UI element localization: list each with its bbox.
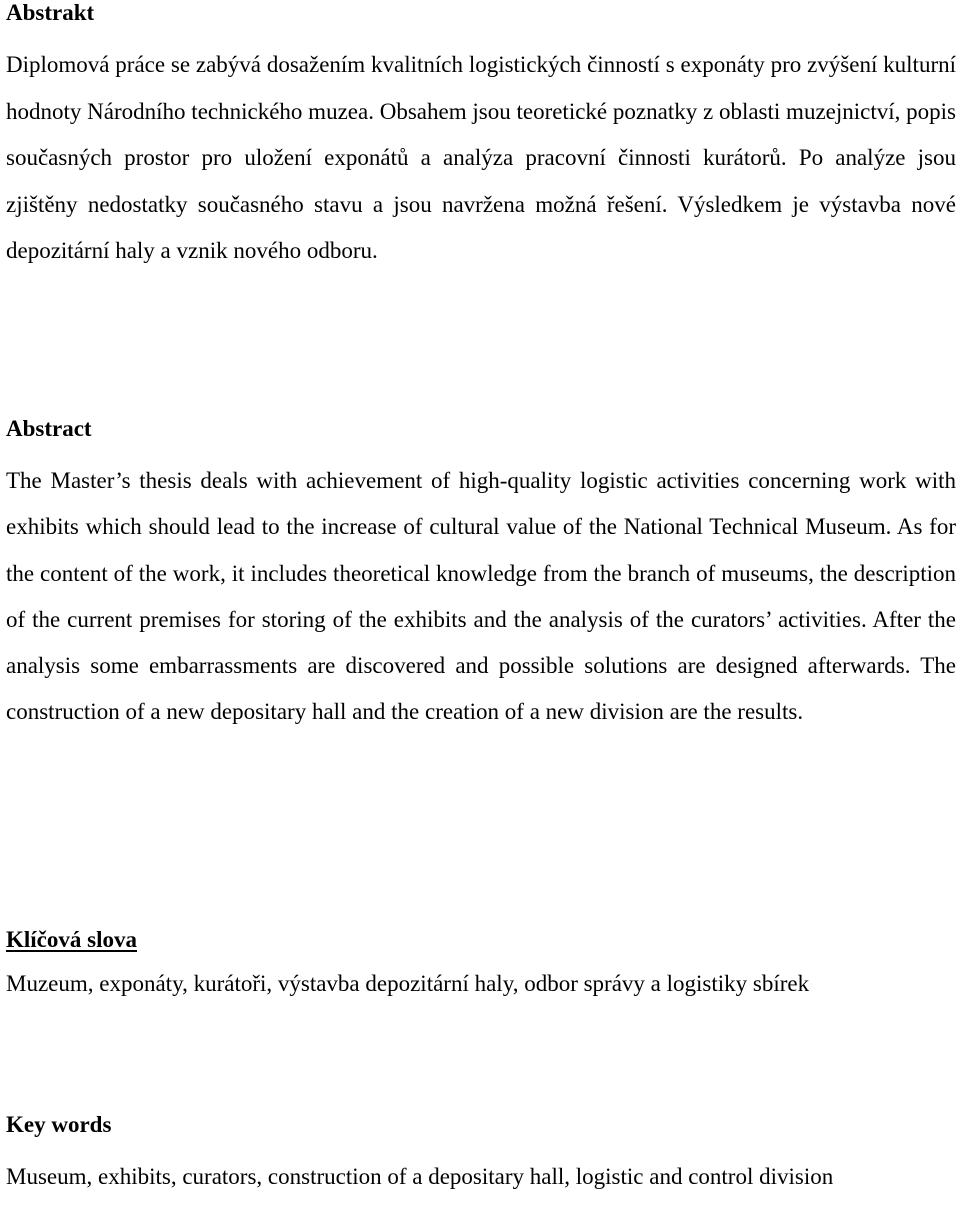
key-words-heading: Key words [6, 1112, 112, 1137]
abstrakt-heading: Abstrakt [6, 0, 95, 25]
abstract-section [6, 416, 956, 736]
abstrakt-paragraph: Diplomová práce se zabývá dosažením kvalitních logistických činností s exponáty pro zvýšení kulturní hodnoty Národního technického muzea. Obsahem jsou teoretické poznatky z oblasti muzejnictví, popis současných prostor pro uložení exponátů a analýza pracovní činnosti kurátorů. Po analýze jsou zjištěny nedostatky současného stavu a jsou navržena možná řešení. Výsledkem je výstavba nové depozitární haly a vznik nového odboru. [6, 52, 956, 263]
klicova-slova-paragraph: Muzeum, exponáty, kurátoři, výstavba depozitární haly, odbor správy a logistiky sbírek [6, 971, 810, 996]
klicova-slova-section [6, 927, 956, 999]
abstrakt-section [6, 0, 956, 275]
key-words-section [6, 1112, 956, 1200]
klicova-slova-heading: Klíčová slova [6, 927, 137, 952]
key-words-paragraph: Museum, exhibits, curators, construction of a depositary hall, logistic and control division [6, 1164, 834, 1189]
abstract-heading: Abstract [6, 416, 92, 441]
abstract-paragraph: The Master’s thesis deals with achievement of high-quality logistic activities concerning work with exhibits which should lead to the increase of cultural value of the National Technical Museum. As for the content of the work, it includes theoretical knowledge from the branch of museums, the description of the current premises for storing of the exhibits and the analysis of the curators’ activities. After the analysis some embarrassments are discovered and possible solutions are designed afterwards. The construction of a new depositary hall and the creation of a new division are the results. [6, 468, 956, 725]
